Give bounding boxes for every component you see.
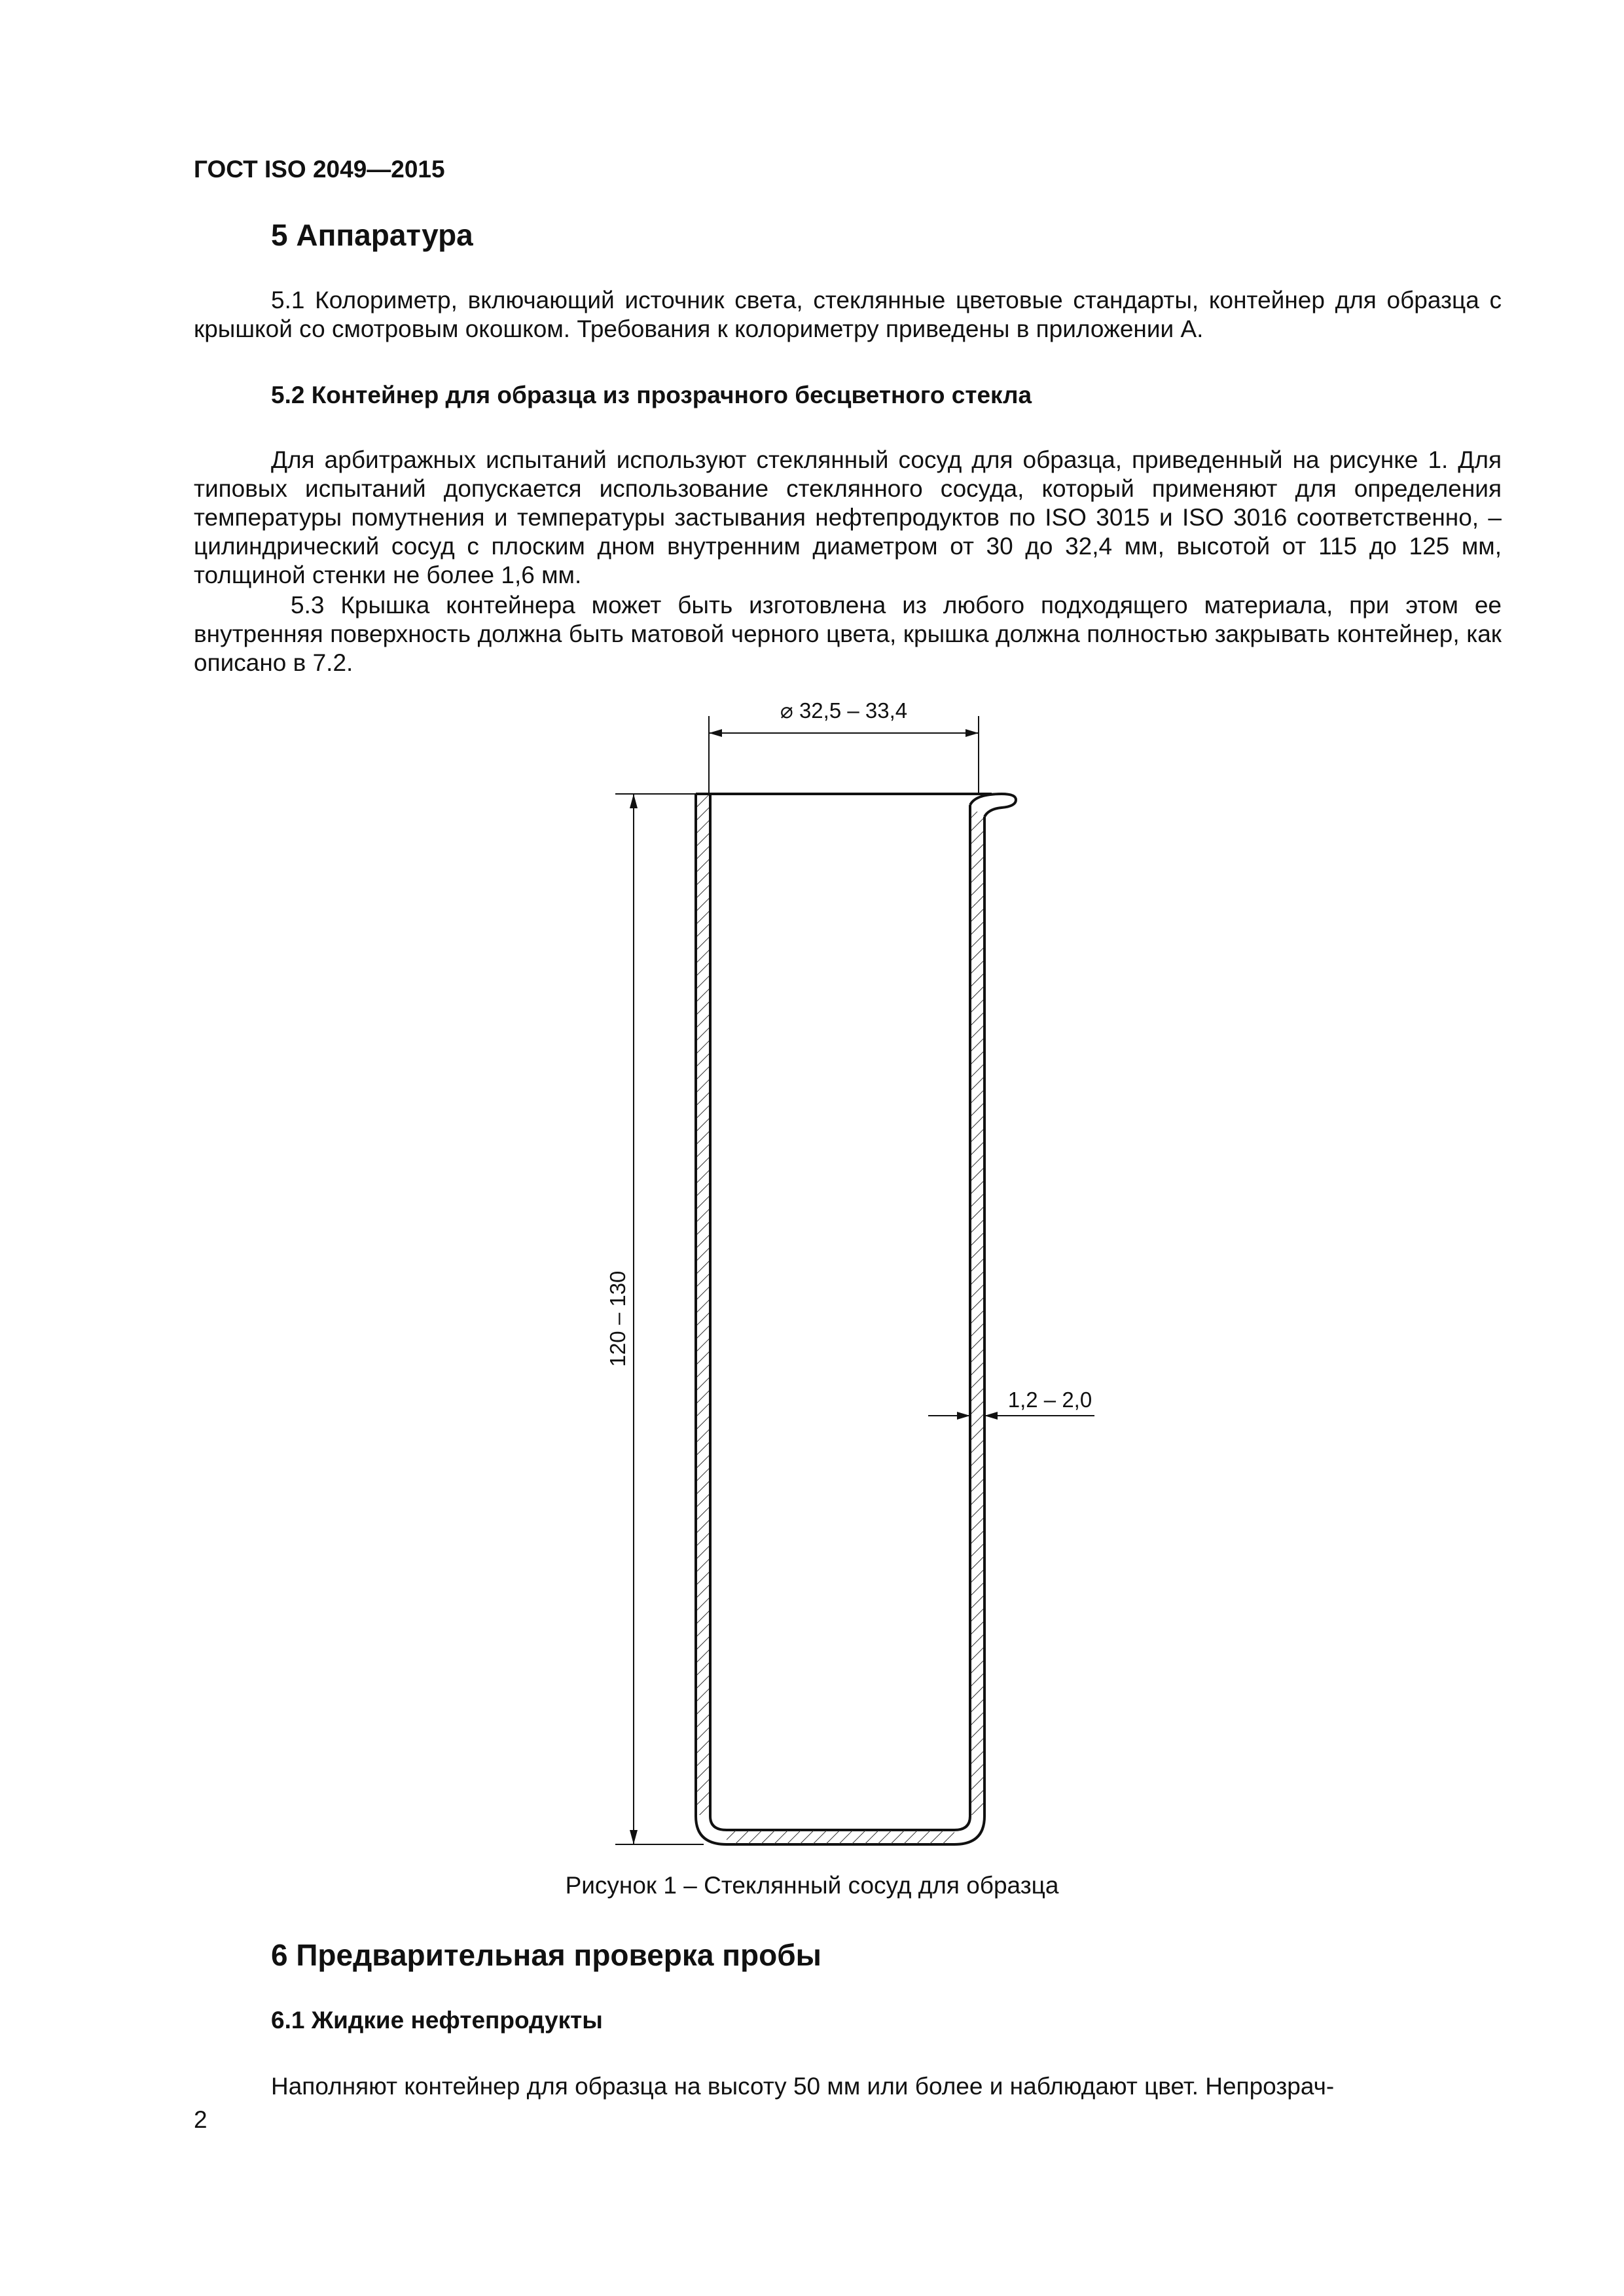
page-number: 2 bbox=[194, 2106, 208, 2133]
section-6-title: 6 Предварительная проверка пробы bbox=[271, 1938, 821, 1972]
figure-caption: Рисунок 1 – Стеклянный сосуд для образца bbox=[565, 1872, 1059, 1899]
subsection-6-1-title: 6.1 Жидкие нефтепродукты bbox=[271, 2007, 603, 2034]
paragraph-6-1: Наполняют контейнер для образца на высоту 50 мм или более и наблюдают цвет. Непрозрач- bbox=[271, 2073, 1335, 2100]
document-code: ГОСТ ISO 2049—2015 bbox=[194, 156, 445, 183]
wall-thickness-dimension bbox=[928, 1412, 1094, 1420]
diameter-label: ⌀ 32,5 – 33,4 bbox=[780, 698, 908, 723]
section-5-title: 5 Аппаратура bbox=[271, 218, 473, 252]
height-label: 120 – 130 bbox=[605, 1270, 630, 1367]
vessel-outline bbox=[696, 794, 1016, 1844]
paragraph-5-3: 5.3 Крышка контейнера может быть изготовлена из любого подходящего материала, при этом ее внутренняя поверхность должна быть матовой черного цвета, крышка должна полностью закрывать контейнер, как описано в 7.2. bbox=[194, 592, 1502, 676]
subsection-5-2-title: 5.2 Контейнер для образца из прозрачного бесцветного стекла bbox=[271, 382, 1032, 408]
paragraph-5-2: Для арбитражных испытаний используют стеклянный сосуд для образца, приведенный на рисунке 1. Для типовых испытаний допускается использование стеклянного сосуда, который применяют для определения температуры помутнения и температуры застывания нефтепродуктов по ISO 3015 и ISO 3016 соответственно, – цилиндрический сосуд с плоским дном внутренним диаметром от 30 до 32,4 мм, высотой от 115 до 125 мм, толщиной стенки не более 1,6 мм. bbox=[194, 446, 1502, 588]
paragraph-5-1: 5.1 Колориметр, включающий источник света, стеклянные цветовые стандарты, контейнер для образца с крышкой со смотровым окошком. Требования к колориметру приведены в приложении А. bbox=[194, 287, 1502, 342]
wall-thickness-label: 1,2 – 2,0 bbox=[1007, 1388, 1092, 1412]
diameter-dimension bbox=[709, 716, 979, 795]
